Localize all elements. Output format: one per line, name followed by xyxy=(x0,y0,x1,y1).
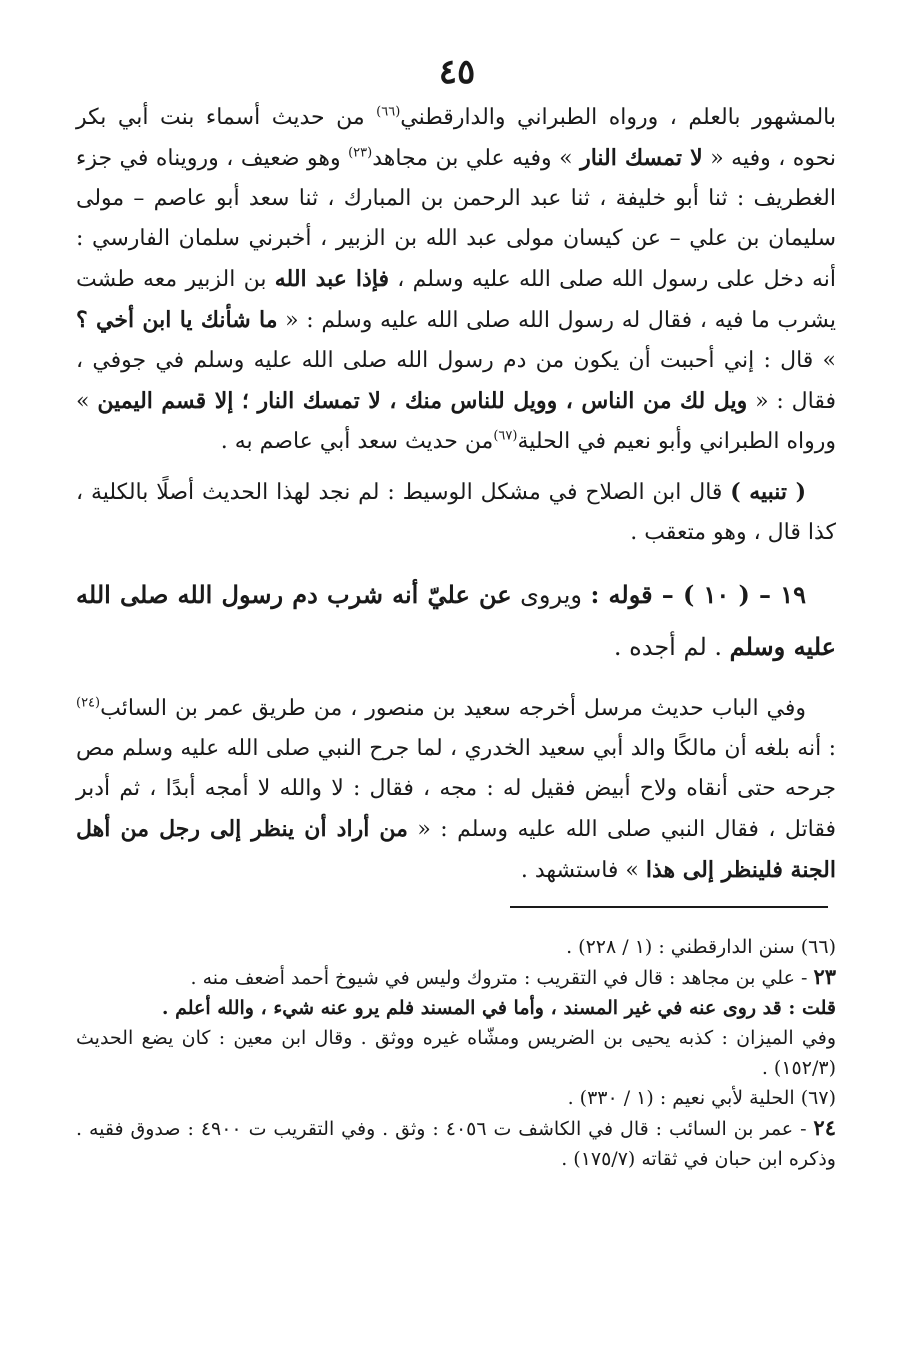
footnote-ref: (٢٣) xyxy=(348,145,373,161)
text-run: . لم أجده . xyxy=(613,633,730,661)
text-run: من حديث أسماء بنت أبي بكر نحوه ، وفيه « xyxy=(76,105,837,171)
footnote-ref: (٦٦) xyxy=(376,104,401,120)
footnote-divider xyxy=(510,906,828,908)
hadith-quote: من أراد أن ينظر إلى رجل من أهل الجنة فلينظر إلى هذا xyxy=(76,816,836,883)
hadith-quote: ويل لك من الناس ، وويل للناس منك ، لا تمسك النار ؛ إلا قسم اليمين xyxy=(97,388,748,414)
text-run: » ورواه الطبراني وأبو نعيم في الحلية xyxy=(76,389,836,454)
footnote-ref: (٦٧) xyxy=(493,428,518,444)
emphasis-text: فإذا عبد الله xyxy=(274,266,389,292)
text-run: وفي الباب حديث مرسل أخرجه سعيد بن منصور ، من طريق عمر بن السائب xyxy=(100,696,806,721)
text-run: من حديث سعد أبي عاصم به . xyxy=(220,429,494,454)
paragraph-tanbih xyxy=(76,472,836,553)
text-run: وهو ضعيف ، ورويناه في جزء الغطريف : ثنا أبو خليفة ، ثنا عبد الرحمن بن المبارك ، ثنا سعد أبو عاصم – مولى سليمان بن علي – عن كيسان مولى عبد الله بن الزبير ، أخبرني سلمان الفارسي : أنه دخل على رسول الله صلى الله عليه وسلم ، xyxy=(76,146,836,292)
main-text xyxy=(76,98,836,891)
hadith-quote: ما شأنك يا ابن أخي ؟ xyxy=(76,307,278,333)
footnote-66: (٦٦) سنن الدارقطني : (١ / ٢٢٨) . xyxy=(566,936,836,958)
footnote-67: (٦٧) الحلية لأبي نعيم : (١ / ٣٣٠) . xyxy=(567,1087,836,1109)
text-run: ويروى xyxy=(511,581,591,609)
page-number: ٤٥ xyxy=(438,52,476,92)
footnote-text: - علي بن مجاهد : قال في التقريب : متروك وليس في شيوخ أحمد أضعف منه . xyxy=(190,967,814,989)
footnote-text: - عمر بن السائب : قال في الكاشف ت ٤٠٥٦ : وثق . وفي التقريب ت ٤٩٠٠ : صدوق فقيه . وذكره ابن حبان في ثقاته (١٧٥/٧) . xyxy=(76,1118,836,1170)
note-label: ( تنبيه ) xyxy=(730,479,806,505)
text-run: » قال : إني أحببت أن يكون من دم رسول الله صلى الله عليه وسلم في جوفي ، فقال : « xyxy=(76,348,837,414)
footnotes xyxy=(76,932,836,1174)
text-run: » فاستشهد . xyxy=(520,858,646,883)
section-heading xyxy=(76,569,836,673)
text-run: » وفيه علي بن مجاهد xyxy=(372,146,581,171)
footnote-23-mizan: وفي الميزان : كذبه يحيى بن الضريس ومشّاه غيره ووثق . وقال ابن معين : كان يضع الحديث (١٥٢/٣) . xyxy=(76,1027,836,1079)
footnote-number: ٢٣ xyxy=(813,964,836,989)
heading-number: ١٩ – ( ١٠ ) – قوله : xyxy=(590,580,807,609)
text-run: قال ابن الصلاح في مشكل الوسيط : لم نجد لهذا الحديث أصلًا بالكلية ، كذا قال ، وهو متعقب . xyxy=(76,480,836,545)
text-run: بالمشهور بالعلم ، ورواه الطبراني والدارقطني xyxy=(400,105,837,130)
paragraph-hadith-salman xyxy=(76,98,836,462)
footnote-number: ٢٤ xyxy=(813,1115,836,1140)
hadith-quote: لا تمسك النار xyxy=(580,145,703,171)
footnote-ref: (٢٤) xyxy=(76,695,101,711)
footnote-23-comment: قلت : قد روى عنه في غير المسند ، وأما في المسند فلم يرو عنه شيء ، والله أعلم . xyxy=(161,997,836,1019)
paragraph-mursal xyxy=(76,689,836,891)
text-run: : أنه بلغه أن مالكًا والد أبي سعيد الخدري ، لما جرح النبي صلى الله عليه وسلم مص جرحه حتى أنقاه ولاح أبيض فقيل له : مجه ، فقال : لا والله لا أمجه أبدًا ، ثم أدبر فقاتل ، فقال النبي صلى الله عليه وسلم : « xyxy=(76,736,837,842)
footnote-24 xyxy=(76,1113,836,1174)
footnote-23 xyxy=(76,962,836,993)
heading-text: عن عليّ أنه شرب دم رسول الله صلى الله عليه وسلم xyxy=(76,580,836,661)
text-run: بن الزبير معه طشت يشرب ما فيه ، فقال له رسول الله صلى الله عليه وسلم : « xyxy=(76,267,836,333)
